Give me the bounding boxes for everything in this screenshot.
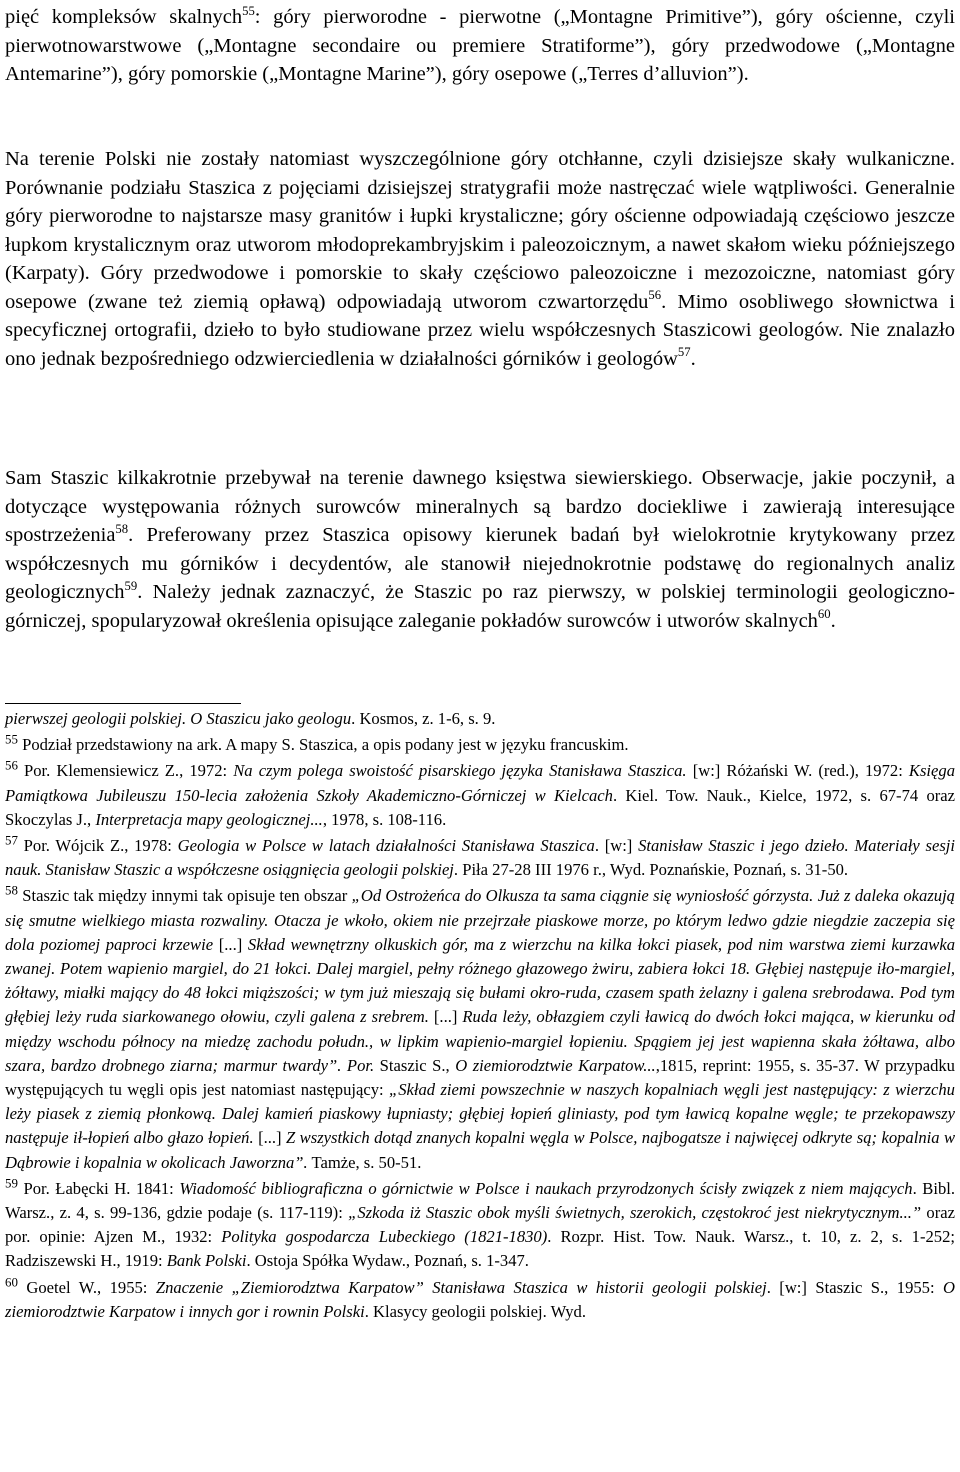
italic-text: Geologia w Polsce w latach działalności Stanisława Staszica xyxy=(177,836,595,856)
italic-text: „Skład ziemi powszechnie w naszych kopalniach węgli jest następujący: z wierzchu leży piasek z ziemią płonkową. Dalej kamień piaskowy łupniasty; głębiej łopień gliniasty, pod tym ławicą kopalne węgle; te przekopawszy następuje ił-łopień albo głazo łopień. xyxy=(5,1080,955,1148)
text-run: Podział przedstawiony na ark. A mapy S. Staszica, a opis podany jest w języku francuskim. xyxy=(17,735,629,755)
text-run: . Preferowany przez Staszica opisowy kierunek badań był wielokrotnie krytykowany przez współczesnych mu górników i decydentów, ale stanowił niejednokrotnie podstawę do regionalnych analiz geologicznych xyxy=(5,524,955,603)
text-run: . Ostoja Spółka Wydaw., Poznań, s. 1-347. xyxy=(246,1251,529,1271)
italic-text: O ziemiorodztwie Karpatow... xyxy=(455,1055,656,1075)
footnotes xyxy=(5,707,955,1326)
text-run: pięć kompleksów skalnych xyxy=(5,6,243,28)
text-run: oraz por. opinie: Ajzen M., 1932: xyxy=(5,1203,955,1247)
footnote-59 xyxy=(5,1177,955,1274)
footnote-number: 57 xyxy=(5,832,18,848)
italic-text: „Od Ostrożeńca do Olkusza ta sama ciągnie się wyniosłość górzysta. Już z daleka okazują się smutne wielkiego miasta rozwaliny. Otacza je wkoło, okiem nie przejrzałe piaskowe morze, po którym ledwo gdzie niegdzie zaczepia się dola poziomej paproci krzewie xyxy=(5,886,955,954)
paragraph-1 xyxy=(5,3,955,89)
paragraph-3 xyxy=(5,464,955,635)
text-run: Por. Klemensiewicz Z., 1972: xyxy=(17,761,234,781)
text-run: Na terenie Polski nie zostały natomiast wyszczególnione góry otchłanne, czyli dzisiejsze skały wulkaniczne. Porównanie podziału Staszica z pojęciami dzisiejszej stratygrafii może nastręczać wiele wątpliwości. Generalnie góry pierworodne to najstarsze masy granitów i łupki krystaliczne; góry ościenne odpowiadają częściowo jeszcze łupkom krystalicznym oraz utworom młodoprekambryjskim i paleozoicznym, a nawet skałom wieku późniejszego (Karpaty). Góry przedwodowe i pomorskie to skały częściowo paleozoiczne i mezozoiczne, natomiast góry osepowe (zwane też ziemią opławą) odpowiadają utworom czwartorzędu xyxy=(5,148,955,313)
footnote-ref: 59 xyxy=(124,578,138,593)
text-run: . Klasycy geologii polskiej. Wyd. xyxy=(364,1301,587,1321)
footnote-55 xyxy=(5,733,955,757)
text-run: Tamże, s. 50-51. xyxy=(307,1152,422,1172)
text-run: Por. Wójcik Z., 1978: xyxy=(17,836,178,856)
text-run: . Kosmos, z. 1-6, s. 9. xyxy=(351,709,496,728)
footnote-57 xyxy=(5,834,955,882)
text-run: . Piła 27-28 III 1976 r., Wyd. Poznańskie, Poznań, s. 31-50. xyxy=(453,860,849,880)
italic-text: Znaczenie „Ziemiorodztwa Karpatow” Stanisława Staszica w historii geologii polskiej xyxy=(155,1277,767,1297)
italic-text: O ziemiorodztwie Karpatow i innych gor i rownin Polski xyxy=(5,1277,955,1321)
text-run: . xyxy=(830,609,836,632)
paragraph-2 xyxy=(5,145,955,373)
footnote-56 xyxy=(5,759,955,832)
text-run: . Należy jednak zaznaczyć, że Staszic po raz pierwszy, w polskiej terminologii geologiczno-górniczej, spopularyzował określenia opisujące zaleganie pokładów surowców i utworów skalnych xyxy=(5,581,955,632)
footnote-60 xyxy=(5,1276,955,1324)
text-run: . [w:] xyxy=(594,836,639,856)
footnote-number: 59 xyxy=(5,1175,18,1191)
footnote-ref: 55 xyxy=(242,3,255,18)
italic-text: Skład wewnętrzny olkuskich gór, ma z wierzchu na kilka łokci piasek, pod nim warstwa ziemi kurzawka zwanej. Potem wapienio margiel, do 21 łokci. Dalej margiel, pełny różnego głazowego żwiru, zabiera łokci 18. Głębiej następuje iło-margiel, żółtawy, miałki mający do 48 łokci miąższości; w tym już mieszają się bułami okro-ruda, czasem spath żelazny i galena srebrodawa. Pod tym głębiej leży ruda siarkowanego ołowiu, czyli galena z srebrem. xyxy=(5,934,956,1027)
footnote-number: 58 xyxy=(5,882,18,898)
italic-text: Ruda leży, obłazgiem czyli ławicą do dwóch łokci mająca, w kierunku od między wschodu północy na miedzę zachodu połudn., w lipkim wapienio-margiel łopieniu. Spągiem jej jest wapienna skała żółtawa, albo szara, bardzo drobnego ziarna; marmur twardy”. Por. xyxy=(5,1007,955,1075)
text-run: . Rozpr. Hist. Tow. Nauk. Warsz., t. 10, z. 2, s. 1-252; Radziszewski H., 1919: xyxy=(5,1227,955,1271)
text-run: Por. Łabęcki H. 1841: xyxy=(17,1178,180,1198)
italic-text: „Szkoda iż Staszic obok myśli świetnych, szerokich, częstokroć jest niekrytycznym...” xyxy=(348,1203,922,1223)
italic-text: Wiadomość bibliograficzna o górnictwie w Polsce i naukach przyrodzonych ścisły związek z niem mających xyxy=(179,1178,913,1198)
text-run: . [w:] Staszic S., 1955: xyxy=(766,1277,944,1297)
text-run: . Kiel. Tow. Nauk., Kielce, 1972, s. 67-74 oraz Skoczylas J., xyxy=(5,785,955,829)
footnote-ref: 57 xyxy=(677,345,691,360)
italic-text: Polityka gospodarcza Lubeckiego (1821-1830) xyxy=(221,1227,548,1247)
text-run: ,1815, reprint: 1955, s. 35-37. W przypadku występujących tu węgli opis jest natomiast następujący: xyxy=(5,1055,955,1100)
footnote-continued xyxy=(5,707,955,731)
text-run: . Bibl. Warsz., z. 4, s. 99-136, gdzie podaje (s. 117-119): xyxy=(5,1178,956,1223)
footnote-58 xyxy=(5,884,955,1174)
text-run: Sam Staszic kilkakrotnie przebywał na terenie dawnego księstwa siewierskiego. Obserwacje, jakie poczynił, a dotyczące występowania różnych surowców mineralnych są bardzo dociekliwe i zawierają interesujące spostrzeżenia xyxy=(5,467,955,546)
text-run: [...] xyxy=(253,1128,287,1148)
italic-text: Stanisław Staszic i jego dzieło. Materiały sesji nauk. Stanisław Staszic a współczesne osiągnięcia geologii polskiej xyxy=(5,836,956,880)
text-run: . xyxy=(690,347,696,370)
italic-text: Księga Pamiątkowa Jubileuszu 150-lecia założenia Szkoły Akademiczno-Górniczej w Kielcach xyxy=(5,761,956,805)
footnote-number: 60 xyxy=(5,1274,18,1290)
footnote-separator xyxy=(5,703,241,704)
text-run: [w:] Różański W. (red.), 1972: xyxy=(686,761,909,781)
footnote-number: 55 xyxy=(5,731,18,747)
text-run: Staszic S., xyxy=(374,1055,456,1075)
text-run: , 1978, s. 108-116. xyxy=(322,809,447,829)
text-run: . Mimo osobliwego słownictwa i specyficznej ortografii, dzieło to było studiowane przez wielu współczesnych Staszicowi geologów. Nie znalazło ono jednak bezpośredniego odzwierciedlenia w działalności górników i geologów xyxy=(5,290,955,370)
italic-text: Interpretacja mapy geologicznej... xyxy=(95,809,323,829)
italic-text: Z wszystkich dotąd znanych kopalni węgla w Polsce, najbogatsze i najwięcej odkryte są; kopalnia w Dąbrowie i kopalnia w okolicach Jaworzna”. xyxy=(5,1128,956,1172)
footnote-ref: 58 xyxy=(115,521,129,536)
text-run: Staszic tak między innymi tak opisuje ten obszar xyxy=(17,886,352,906)
italic-text: Na czym polega swoistość pisarskiego języka Stanisława Staszica. xyxy=(233,761,687,781)
footnote-ref: 56 xyxy=(648,288,662,303)
text-run: Goetel W., 1955: xyxy=(17,1277,156,1297)
footnote-number: 56 xyxy=(5,757,18,773)
italic-text: pierwszej geologii polskiej. O Staszicu jako geologu xyxy=(5,709,352,728)
italic-text: Bank Polski xyxy=(166,1251,247,1271)
footnote-ref: 60 xyxy=(817,607,831,622)
text-run: : góry pierworodne - pierwotne („Montagne Primitive”), góry ościenne, czyli pierwotnowarstwowe („Montagne secondaire ou premiere Stratiforme”), góry przedwodowe („Montagne Antemarine”), góry pomorskie („Montagne Marine”), góry osepowe („Terres d’alluvion”). xyxy=(5,6,955,85)
text-run: [...] xyxy=(428,1007,463,1027)
text-run: [...] xyxy=(213,934,248,954)
